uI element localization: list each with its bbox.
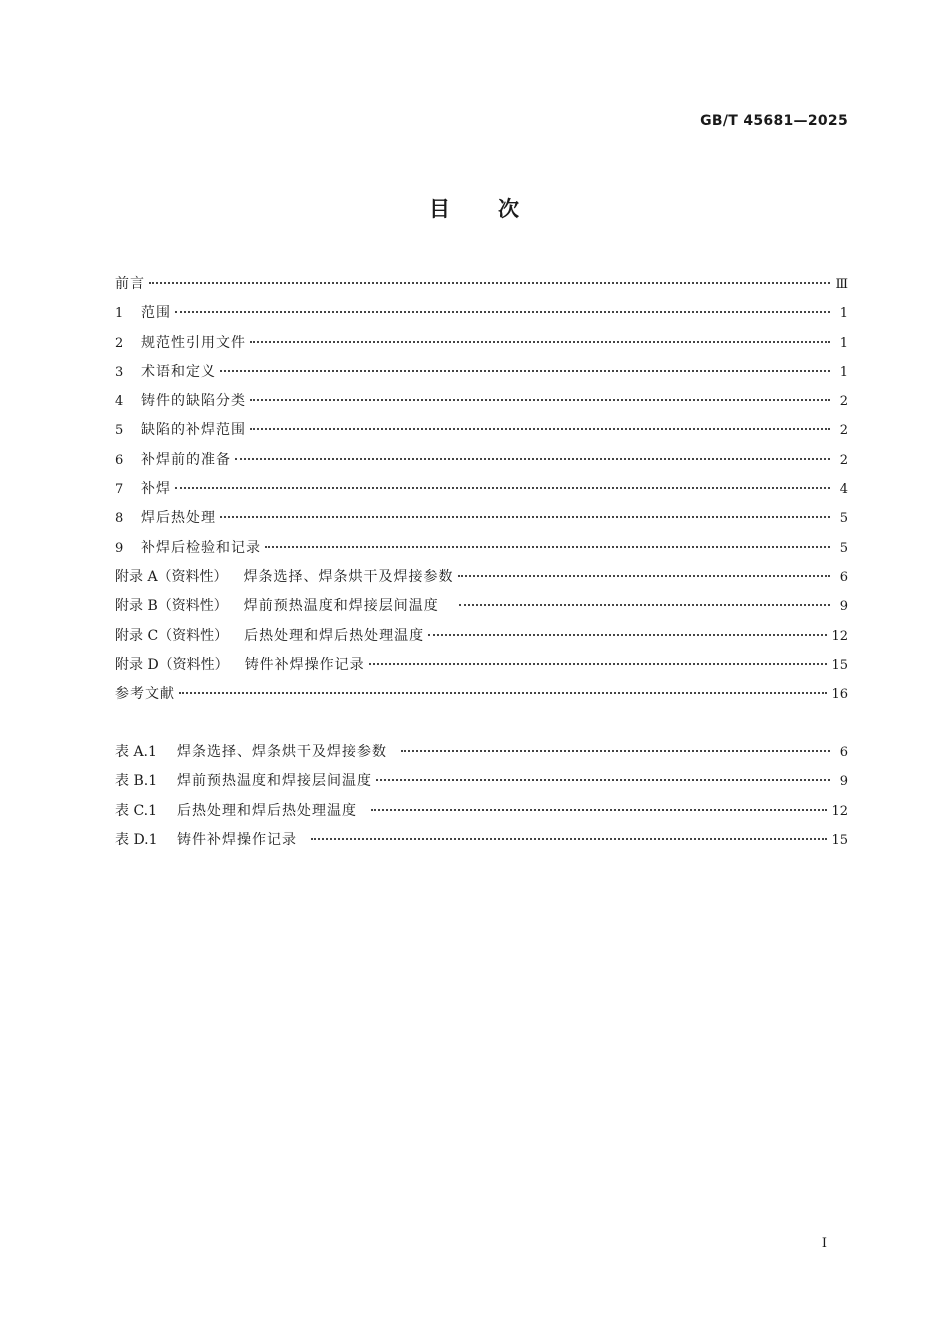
toc-entry-page: 6 bbox=[839, 569, 848, 585]
dot-leader bbox=[369, 663, 828, 665]
toc-entry-foreword[interactable] bbox=[115, 273, 848, 302]
table-entry-number: 表 C.1 bbox=[115, 802, 158, 819]
table-entry-label: 焊条选择、焊条烘干及焊接参数 bbox=[177, 744, 387, 760]
dot-leader bbox=[371, 809, 827, 811]
table-entry-label: 铸件补焊操作记录 bbox=[177, 831, 297, 848]
toc-entry-page: 4 bbox=[839, 482, 848, 498]
title-char-1: 目 bbox=[429, 197, 452, 221]
toc-entry-8[interactable] bbox=[115, 507, 848, 536]
table-entry-page: 9 bbox=[839, 774, 848, 790]
toc-entry-number: 6 bbox=[115, 452, 124, 468]
toc-entry-page: 16 bbox=[831, 687, 848, 703]
dot-leader bbox=[149, 282, 830, 284]
toc-entry-5[interactable] bbox=[115, 419, 848, 448]
toc-entry-7[interactable] bbox=[115, 478, 848, 507]
toc-entry-page: 2 bbox=[839, 452, 848, 468]
toc-entry-label: 铸件补焊操作记录 bbox=[244, 656, 365, 673]
page-number: I bbox=[821, 1236, 827, 1251]
toc-entry-label: 缺陷的补焊范围 bbox=[141, 422, 246, 439]
toc-entry-number: 3 bbox=[115, 364, 124, 380]
dot-leader bbox=[220, 516, 830, 518]
toc-entry-page: 1 bbox=[839, 335, 848, 351]
toc-entry-label: 术语和定义 bbox=[141, 363, 216, 380]
dot-leader bbox=[401, 750, 830, 752]
toc-entry-number: 7 bbox=[115, 482, 124, 498]
toc-entry-annex-a[interactable] bbox=[115, 566, 848, 595]
toc-entry-label: 参考文献 bbox=[115, 686, 175, 703]
toc-list bbox=[115, 273, 848, 712]
dot-leader bbox=[179, 692, 827, 694]
toc-entry-annex-d[interactable] bbox=[115, 654, 848, 683]
toc-entry-label: 范围 bbox=[141, 305, 171, 322]
dot-leader bbox=[175, 311, 830, 313]
toc-entry-label: 铸件的缺陷分类 bbox=[141, 393, 246, 410]
toc-entry-page: 5 bbox=[839, 511, 848, 527]
dot-leader bbox=[235, 458, 830, 460]
toc-entry-annex-c[interactable] bbox=[115, 625, 848, 654]
table-entry-number: 表 D.1 bbox=[115, 831, 158, 848]
dot-leader bbox=[250, 428, 830, 430]
toc-entry-number: 2 bbox=[115, 335, 124, 351]
table-entry-a1[interactable] bbox=[115, 741, 848, 770]
toc-entry-label: 补焊 bbox=[141, 481, 171, 498]
toc-entry-page: 2 bbox=[839, 394, 848, 410]
dot-leader bbox=[220, 370, 830, 372]
toc-entry-4[interactable] bbox=[115, 390, 848, 419]
toc-entry-label: 补焊后检验和记录 bbox=[141, 539, 261, 556]
table-entry-d1[interactable] bbox=[115, 829, 848, 858]
table-list bbox=[115, 741, 848, 858]
toc-entry-page: 1 bbox=[839, 306, 848, 322]
toc-entry-number: 8 bbox=[115, 511, 124, 527]
table-entry-b1[interactable] bbox=[115, 770, 848, 799]
table-entry-label: 焊前预热温度和焊接层间温度 bbox=[177, 773, 372, 790]
toc-entry-6[interactable] bbox=[115, 449, 848, 478]
toc-entry-page: Ⅲ bbox=[835, 277, 848, 292]
toc-entry-9[interactable] bbox=[115, 537, 848, 566]
toc-entry-label: 补焊前的准备 bbox=[141, 451, 231, 468]
dot-leader bbox=[265, 546, 830, 548]
toc-entry-label: 焊前预热温度和焊接层间温度 bbox=[243, 598, 439, 615]
dot-leader bbox=[376, 779, 830, 781]
toc-entry-number: 5 bbox=[115, 423, 124, 439]
toc-entry-label: 焊条选择、焊条烘干及焊接参数 bbox=[243, 568, 454, 585]
toc-entry-3[interactable] bbox=[115, 361, 848, 390]
dot-leader bbox=[250, 399, 830, 401]
toc-entry-page: 9 bbox=[839, 599, 848, 615]
toc-entry-label: 前言 bbox=[115, 276, 145, 292]
toc-entry-number: 9 bbox=[115, 540, 124, 556]
page-title bbox=[0, 193, 950, 223]
toc-entry-1[interactable] bbox=[115, 302, 848, 331]
toc-entry-page: 2 bbox=[839, 423, 848, 439]
dot-leader bbox=[459, 604, 830, 606]
toc-entry-page: 5 bbox=[839, 540, 848, 556]
dot-leader bbox=[175, 487, 830, 489]
toc-entry-number: 附录 B（资料性） bbox=[115, 598, 228, 615]
toc-entry-label: 后热处理和焊后热处理温度 bbox=[244, 627, 425, 644]
toc-entry-2[interactable] bbox=[115, 332, 848, 361]
toc-entry-label: 焊后热处理 bbox=[141, 510, 216, 527]
table-entry-c1[interactable] bbox=[115, 800, 848, 829]
table-entry-label: 后热处理和焊后热处理温度 bbox=[177, 802, 357, 819]
toc-entry-annex-b[interactable] bbox=[115, 595, 848, 624]
table-entry-page: 6 bbox=[839, 745, 848, 760]
toc-entry-number: 附录 A（资料性） bbox=[115, 568, 228, 585]
dot-leader bbox=[458, 575, 830, 577]
toc-entry-number: 4 bbox=[115, 394, 124, 410]
table-entry-page: 12 bbox=[831, 803, 848, 819]
dot-leader bbox=[428, 634, 827, 636]
toc-entry-number: 1 bbox=[115, 306, 124, 322]
toc-entry-page: 12 bbox=[831, 628, 848, 644]
toc-entry-label: 规范性引用文件 bbox=[141, 334, 246, 351]
table-entry-number: 表 A.1 bbox=[115, 744, 157, 760]
toc-entry-page: 15 bbox=[831, 657, 848, 673]
dot-leader bbox=[311, 838, 827, 840]
toc-entry-number: 附录 D（资料性） bbox=[115, 656, 229, 673]
toc-entry-number: 附录 C（资料性） bbox=[115, 627, 229, 644]
title-char-2: 次 bbox=[498, 197, 521, 221]
table-entry-page: 15 bbox=[831, 832, 848, 848]
toc-entry-page: 1 bbox=[839, 364, 848, 380]
table-entry-number: 表 B.1 bbox=[115, 773, 158, 790]
standard-code: GB/T 45681—2025 bbox=[700, 113, 848, 129]
dot-leader bbox=[250, 341, 830, 343]
toc-entry-references[interactable] bbox=[115, 683, 848, 712]
